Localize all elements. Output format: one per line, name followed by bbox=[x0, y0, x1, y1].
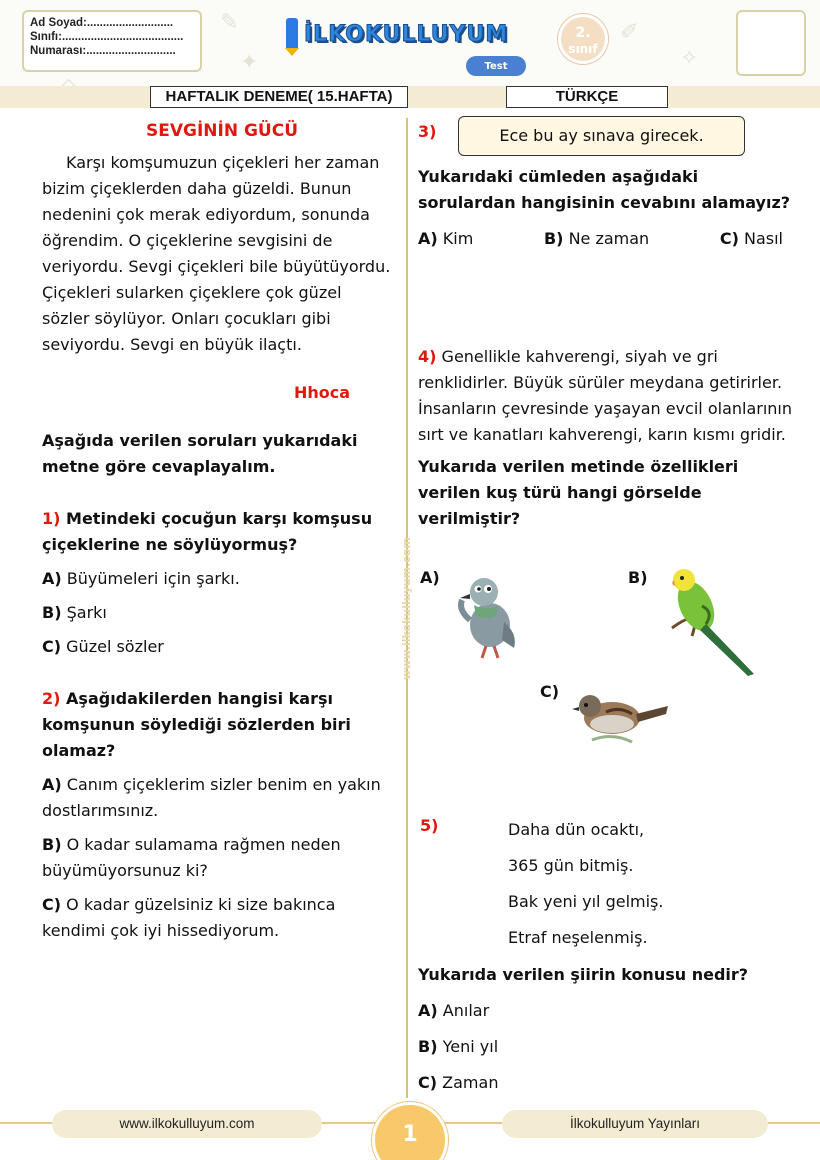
doodle-icon: ✎ bbox=[220, 10, 239, 35]
option-text: Zaman bbox=[442, 1073, 499, 1092]
question-number: 4) bbox=[418, 347, 437, 366]
q3-option-a[interactable] bbox=[418, 226, 473, 252]
option-letter: C) bbox=[719, 229, 739, 248]
option-text: Nasıl bbox=[743, 229, 783, 248]
story-title: SEVGİNİN GÜCÜ bbox=[145, 121, 299, 141]
option-text: Kim bbox=[442, 229, 474, 248]
question-number: 1) bbox=[42, 509, 61, 528]
watermark: www.ilkokulluyum.com bbox=[400, 537, 413, 680]
number-field-label[interactable]: Numarası:............................ bbox=[30, 45, 176, 57]
q5-option-a[interactable] bbox=[418, 998, 793, 1024]
option-text: O kadar sulamama rağmen neden büyümüyorsunuz ki? bbox=[42, 835, 341, 880]
q4-passage bbox=[418, 344, 793, 448]
q1-option-b[interactable] bbox=[42, 600, 392, 626]
option-letter: C) bbox=[418, 1073, 438, 1092]
option-letter: B) bbox=[418, 1037, 438, 1056]
q3-option-c[interactable] bbox=[720, 226, 783, 252]
poem-line: 365 gün bitmiş. bbox=[508, 856, 634, 875]
q4-option-a-label[interactable]: A) bbox=[420, 568, 440, 587]
option-letter: C) bbox=[42, 637, 62, 656]
doodle-icon: ✐ bbox=[620, 20, 639, 45]
sparrow-icon[interactable] bbox=[562, 684, 672, 750]
page-number: 1 bbox=[372, 1102, 448, 1160]
option-text: Büyümeleri için şarkı. bbox=[66, 569, 240, 588]
option-text: Güzel sözler bbox=[66, 637, 164, 656]
logo-text: İLKOKULLUYUM bbox=[304, 21, 509, 47]
q2-option-a[interactable] bbox=[42, 772, 392, 824]
instruction: Aşağıda verilen soruları yukarıdaki metne göre cevaplayalım. bbox=[42, 431, 358, 476]
question-text: Aşağıdakilerden hangisi karşı komşunun söylediği sözlerden biri olamaz? bbox=[42, 689, 351, 760]
option-letter: A) bbox=[418, 229, 438, 248]
option-letter: C) bbox=[42, 895, 62, 914]
option-letter: A) bbox=[42, 775, 62, 794]
student-info-box bbox=[22, 10, 202, 72]
q5-poem bbox=[508, 812, 788, 956]
story-author: Hhoca bbox=[293, 383, 350, 402]
name-field-label[interactable]: Ad Soyad:........................... bbox=[30, 17, 174, 29]
subject-title: TÜRKÇE bbox=[506, 86, 668, 108]
score-box[interactable] bbox=[736, 10, 806, 76]
q1-option-a[interactable] bbox=[42, 566, 392, 592]
q3-sentence-box: Ece bu ay sınava girecek. bbox=[458, 116, 745, 156]
brand-logo bbox=[280, 14, 530, 54]
pencil-icon bbox=[280, 14, 304, 54]
q3-options bbox=[418, 226, 793, 252]
question-2 bbox=[42, 686, 392, 764]
question-text: Yukarıdaki cümleden aşağıdaki sorulardan hangisinin cevabını alamayız? bbox=[418, 167, 791, 212]
poem-line: Bak yeni yıl gelmiş. bbox=[508, 892, 664, 911]
q1-option-c[interactable] bbox=[42, 634, 392, 660]
q3-option-b[interactable] bbox=[544, 226, 649, 252]
left-column bbox=[42, 118, 392, 944]
story-text: Karşı komşumuzun çiçekleri her zaman bizim çiçeklerden daha güzeldi. Bunun nedenini çok merak ediyordum, sonunda öğrendim. O çiçeklerine sevgisini de veriyordu. Sevgi çiçekleri bile büyütüyordu. Çiçekleri sularken çiçeklere çok güzel sözler söylüyor. Onları çocukları gibi seviyordu. Sevgi en büyük ilaçtı. bbox=[42, 153, 391, 354]
question-3 bbox=[418, 164, 793, 252]
question-number: 3) bbox=[418, 122, 437, 141]
title-bar bbox=[0, 86, 820, 108]
footer-website[interactable]: www.ilkokulluyum.com bbox=[52, 1110, 322, 1138]
q2-option-b[interactable] bbox=[42, 832, 392, 884]
grade-badge bbox=[558, 14, 608, 64]
pigeon-icon[interactable] bbox=[452, 570, 524, 660]
option-letter: B) bbox=[42, 835, 62, 854]
test-badge: Test bbox=[466, 56, 526, 76]
q4-option-b-label[interactable]: B) bbox=[628, 568, 648, 587]
option-text: O kadar güzelsiniz ki size bakınca kendimi çok iyi hissediyorum. bbox=[42, 895, 336, 940]
budgie-icon[interactable] bbox=[662, 566, 758, 678]
option-text: Canım çiçeklerim sizler benim en yakın dostlarımsınız. bbox=[42, 775, 381, 820]
question-text: Metindeki çocuğun karşı komşusu çiçeklerine ne söylüyormuş? bbox=[42, 509, 373, 554]
poem-line: Etraf neşelenmiş. bbox=[508, 928, 648, 947]
passage-text: Genellikle kahverengi, siyah ve gri renklidirler. Büyük sürüler meydana getirirler. İnsanların çevresinde yaşayan evcil olanlarının sırt ve kanatları kahverengi, karın kısmı gridir. bbox=[418, 347, 793, 444]
option-letter: B) bbox=[42, 603, 62, 622]
option-text: Şarkı bbox=[66, 603, 107, 622]
doodle-icon: ✧ bbox=[680, 46, 699, 71]
grade-word: sınıf bbox=[568, 42, 598, 56]
question-number: 2) bbox=[42, 689, 61, 708]
poem-line: Daha dün ocaktı, bbox=[508, 820, 645, 839]
question-text: Yukarıda verilen metinde özellikleri verilen kuş türü hangi görselde verilmiştir? bbox=[418, 457, 739, 528]
exam-title: HAFTALIK DENEME( 15.HAFTA) bbox=[150, 86, 408, 108]
footer-publisher: İlkokulluyum Yayınları bbox=[502, 1110, 768, 1138]
question-1 bbox=[42, 506, 392, 558]
option-text: Anılar bbox=[442, 1001, 490, 1020]
option-letter: A) bbox=[418, 1001, 438, 1020]
doodle-icon: ✦ bbox=[240, 50, 259, 75]
question-number: 5) bbox=[420, 816, 439, 835]
option-text: Yeni yıl bbox=[442, 1037, 499, 1056]
question-5 bbox=[418, 962, 793, 1096]
option-text: Ne zaman bbox=[568, 229, 650, 248]
q4-option-c-label[interactable]: C) bbox=[540, 682, 560, 701]
grade-number: 2. bbox=[575, 25, 591, 41]
question-4 bbox=[418, 344, 793, 532]
q5-option-c[interactable] bbox=[418, 1070, 793, 1096]
option-letter: A) bbox=[42, 569, 62, 588]
class-field-label[interactable]: Sınıfı:...................................... bbox=[30, 31, 184, 43]
option-letter: B) bbox=[543, 229, 564, 248]
q5-option-b[interactable] bbox=[418, 1034, 793, 1060]
q2-option-c[interactable] bbox=[42, 892, 392, 944]
question-text: Yukarıda verilen şiirin konusu nedir? bbox=[418, 965, 749, 984]
